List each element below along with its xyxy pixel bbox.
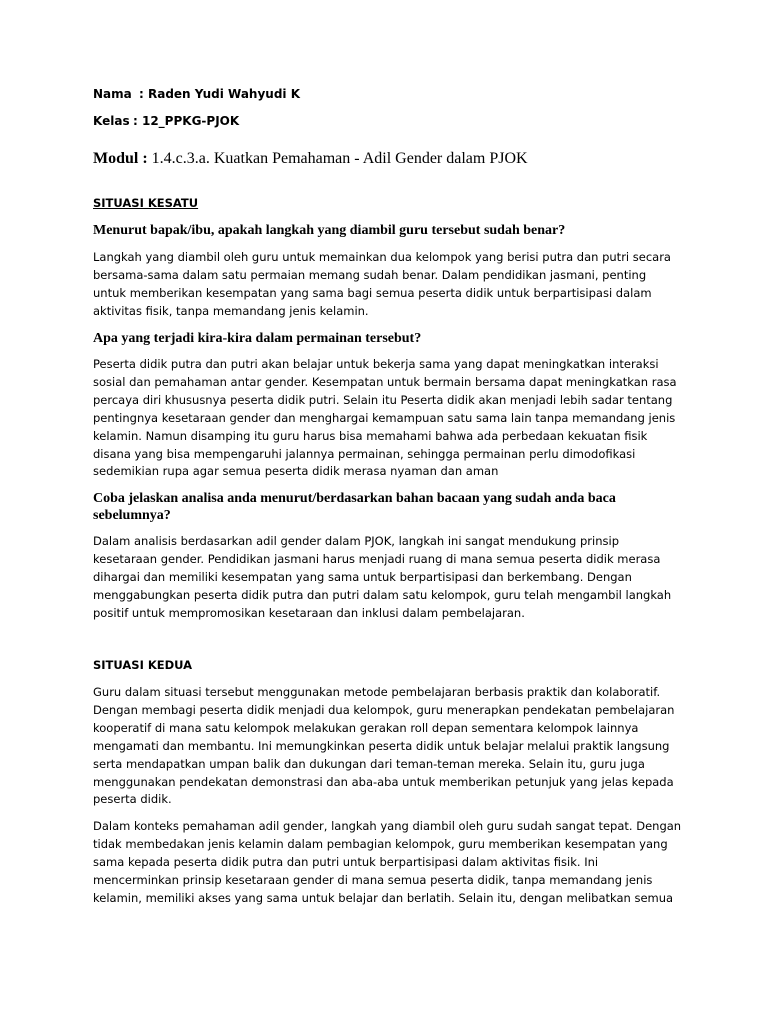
answer-1-line: bersama-sama dalam satu permaian memang sudah benar. Dalam pendidikan jasmani, penting [93,267,647,282]
section-2-paragraph-2 [93,818,683,908]
paragraph-line: mencerminkan prinsip kesetaraan gender di mana semua peserta didik, tanpa memandang jenis [93,872,653,887]
paragraph-line: Guru dalam situasi tersebut menggunakan metode pembelajaran berbasis praktik dan kolaboratif. [93,685,661,699]
module-label: Modul : [93,150,148,167]
section-2-title: SITUASI KEDUA [93,658,193,672]
answer-3-line: Dalam analisis berdasarkan adil gender dalam PJOK, langkah ini sangat mendukung prinsip [93,534,620,548]
paragraph-line: kelamin, memiliki akses yang sama untuk belajar dan berlatih. Selain itu, dengan melibatkan semua [93,890,674,905]
question-3 [93,490,683,524]
question-3-line: Coba jelaskan analisa anda menurut/berdasarkan bahan bacaan yang sudah anda baca [93,491,616,506]
paragraph-line: mengamati dan membantu. Ini memungkinkan peserta didik untuk belajar melalui praktik langsung [93,738,670,753]
answer-3-line: positif untuk mempromosikan kesetaraan dan inklusi dalam pembelajaran. [93,605,525,620]
paragraph-line: serta mendapatkan umpan balik dan dukungan dari teman-teman mereka. Selain itu, guru juga [93,756,645,771]
paragraph-line: tidak membedakan jenis kelamin dalam pembagian kelompok, guru memberikan kesempatan yang [93,836,668,851]
answer-2-line: sedemikian rupa agar semua peserta didik merasa nyaman dan aman [93,464,499,479]
class-row [93,114,239,128]
class-label: Kelas [93,114,130,128]
section-2-paragraph-1 [93,684,683,809]
answer-1-line: untuk memberikan kesempatan yang sama bagi semua peserta didik untuk berpartisipasi dalam [93,285,652,300]
answer-2-line: pentingnya kesetaraan gender dan menghargai kemampuan satu sama lain tanpa memandang jenis [93,410,676,425]
paragraph-line: kooperatif di mana satu kelompok melakukan gerakan roll depan sementara kelompok lainnya [93,720,639,735]
paragraph-line: sama kepada peserta didik putra dan putri untuk berpartisipasi dalam aktivitas fisik. Ini [93,854,599,869]
answer-2 [93,356,683,481]
name-label: Nama [93,87,132,101]
answer-3-line: menggabungkan peserta didik putra dan putri dalam satu kelompok, guru telah mengambil langkah [93,587,672,602]
name-value: : Raden Yudi Wahyudi K [139,87,300,101]
section-1-title: SITUASI KESATU [93,196,199,210]
paragraph-line: peserta didik. [93,792,172,807]
answer-3-line: dihargai dan memiliki kesempatan yang sama untuk berpartisipasi dan berkembang. Dengan [93,569,632,584]
class-value: : 12_PPKG-PJOK [133,114,240,128]
paragraph-line: Dalam konteks pemahaman adil gender, langkah yang diambil oleh guru sudah sangat tepat. Dengan [93,819,682,833]
answer-1-line: Langkah yang diambil oleh guru untuk memainkan dua kelompok yang berisi putra dan putri secara [93,250,671,264]
answer-3-line: kesetaraan gender. Pendidikan jasmani harus menjadi ruang di mana semua peserta didik merasa [93,551,661,566]
question-1: Menurut bapak/ibu, apakah langkah yang diambil guru tersebut sudah benar? [93,223,566,238]
paragraph-line: menggunakan pendekatan demonstrasi dan aba-aba untuk memberikan petunjuk yang jelas kepada [93,774,674,789]
paragraph-line: Dengan membagi peserta didik menjadi dua kelompok, guru menerapkan pendekatan pembelajaran [93,702,675,717]
answer-2-line: Peserta didik putra dan putri akan belajar untuk bekerja sama yang dapat meningkatkan interaksi [93,357,659,371]
answer-2-line: percaya diri khususnya peserta didik putri. Selain itu Peserta didik akan menjadi lebih sadar tentang [93,392,673,407]
question-3-line: sebelumnya? [93,508,171,523]
student-name-row [93,87,300,101]
question-2: Apa yang terjadi kira-kira dalam permainan tersebut? [93,331,422,346]
answer-2-line: sosial dan pemahaman antar gender. Kesempatan untuk bermain bersama dapat meningkatkan rasa [93,374,677,389]
module-title [93,150,528,168]
answer-2-line: kelamin. Namun disamping itu guru harus bisa memahami bahwa ada perbedaan kekuatan fisik [93,428,648,443]
answer-1 [93,249,683,321]
answer-3 [93,533,683,623]
answer-2-line: disana yang bisa mempengaruhi jalannya permainan, sehingga permainan perlu dimodofikasi [93,446,636,461]
answer-1-line: aktivitas fisik, tanpa memandang jenis kelamin. [93,303,369,318]
module-value: 1.4.c.3.a. Kuatkan Pemahaman - Adil Gender dalam PJOK [147,150,528,167]
